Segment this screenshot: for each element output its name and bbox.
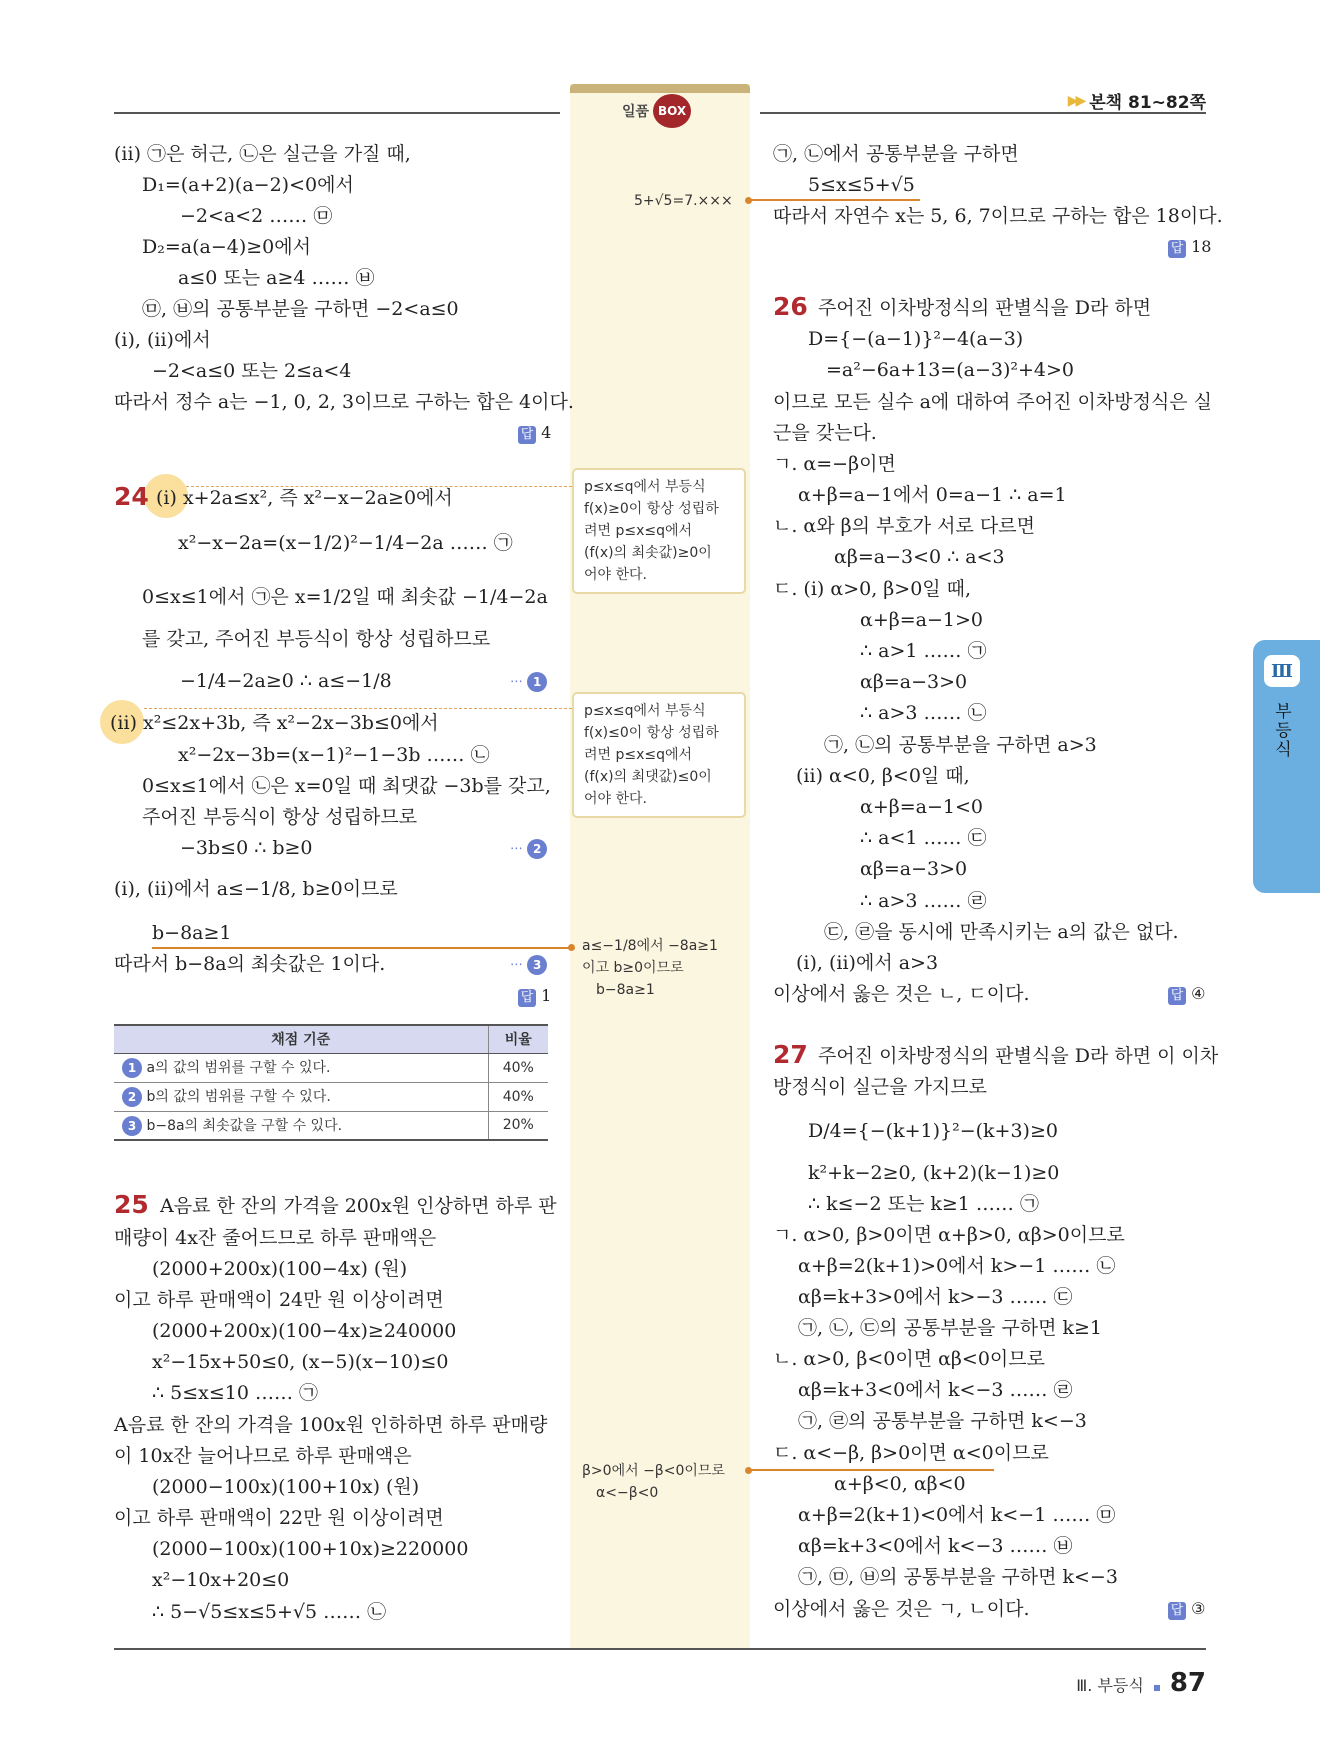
q24-line: 를 갖고, 주어진 부등식이 항상 성립하므로	[142, 628, 491, 650]
answer-icon: 답	[1168, 240, 1186, 258]
dashed-connector	[144, 708, 572, 709]
criterion-text: a의 값의 범위를 구할 수 있다.	[146, 1060, 331, 1076]
answer-24	[518, 983, 551, 1009]
answer-value: 18	[1191, 237, 1212, 256]
tip-line: f(x)≤0이 항상 성립하	[584, 725, 719, 741]
q27-line: ㄱ. α>0, β>0이면 α+β>0, αβ>0이므로	[773, 1224, 1125, 1246]
q26-line: ∴ a>1 …… ㉠	[860, 640, 987, 662]
q24-line: 따라서 b−8a의 최솟값은 1이다.	[114, 953, 386, 975]
q27-line: α+β<0, αβ<0	[834, 1473, 966, 1495]
q24-line: −3b≤0 ∴ b≥0	[180, 837, 313, 859]
q26-line: αβ=a−3>0	[860, 671, 968, 693]
left-line: −2<a≤0 또는 2≤a<4	[152, 360, 352, 382]
q24-line: 0≤x≤1에서 ㉡은 x=0일 때 최댓값 −3b를 갖고,	[142, 775, 551, 797]
q25-line: x²−10x+20≤0	[152, 1569, 290, 1591]
left-line: (i), (ii)에서	[114, 329, 211, 351]
q24-line: 0≤x≤1에서 ㉠은 x=1/2일 때 최솟값 −1/4−2a	[142, 586, 548, 608]
q25-line: 이고 하루 판매액이 24만 원 이상이려면	[114, 1289, 444, 1311]
q27-line: ∴ k≤−2 또는 k≥1 …… ㉠	[808, 1193, 1039, 1215]
q27-line: 주어진 이차방정식의 판별식을 D라 하면 이 이차	[818, 1045, 1219, 1067]
answer-value: ③	[1191, 1599, 1206, 1618]
question-number: 27	[773, 1040, 808, 1069]
q27-line: D/4={−(k+1)}²−(k+3)≥0	[808, 1120, 1058, 1142]
q27-line: αβ=k+3<0에서 k<−3 …… ㉥	[798, 1535, 1073, 1557]
right-line: 따라서 자연수 x는 5, 6, 7이므로 구하는 합은 18이다.	[773, 205, 1223, 227]
table-header: 비율	[488, 1025, 548, 1053]
q26-line: α+β=a−1에서 0=a−1 ∴ a=1	[798, 484, 1067, 506]
q25-line: (2000−100x)(100+10x) (원)	[152, 1476, 420, 1498]
table-cell: 20%	[488, 1111, 548, 1140]
answer-26	[1168, 981, 1205, 1007]
page-reference	[1068, 88, 1206, 113]
q25-line: (2000+200x)(100−4x) (원)	[152, 1258, 408, 1280]
side-note	[582, 1460, 725, 1504]
tip-line: 려면 p≤x≤q에서	[584, 523, 693, 539]
left-line: ㉤, ㉥의 공통부분을 구하면 −2<a≤0	[142, 298, 459, 320]
q25-line: ∴ 5−√5≤x≤5+√5 …… ㉡	[152, 1601, 387, 1623]
marker-3: ⋯ 3	[510, 955, 547, 975]
footer-rule	[114, 1648, 1206, 1650]
answer-27	[1168, 1596, 1205, 1622]
q27-line: ㉠, ㉤, ㉥의 공통부분을 구하면 k<−3	[798, 1566, 1118, 1588]
left-line: 따라서 정수 a는 −1, 0, 2, 3이므로 구하는 합은 4이다.	[114, 391, 574, 413]
row-marker: 2	[122, 1087, 142, 1107]
side-note-line: β>0에서 −β<0이므로	[582, 1463, 725, 1479]
tip-box-minimum	[572, 468, 746, 594]
q26-line: α+β=a−1>0	[860, 609, 983, 631]
side-note	[582, 935, 718, 1001]
answer-icon: 답	[518, 426, 536, 444]
q27-line: αβ=k+3>0에서 k>−3 …… ㉢	[798, 1286, 1073, 1308]
q27-line: k²+k−2≥0, (k+2)(k−1)≥0	[808, 1162, 1060, 1184]
q26-line: ㄷ. (i) α>0, β>0일 때,	[773, 578, 972, 600]
q26-line: α+β=a−1<0	[860, 796, 983, 818]
answer-icon: 답	[518, 989, 536, 1007]
table-cell: 40%	[488, 1053, 548, 1082]
q26-line: ∴ a<1 …… ㉢	[860, 827, 987, 849]
q27-line: αβ=k+3<0에서 k<−3 …… ㉣	[798, 1379, 1073, 1401]
tip-line: p≤x≤q에서 부등식	[584, 703, 706, 719]
table-cell	[114, 1111, 488, 1140]
answer-value: 1	[541, 986, 552, 1005]
question-number: 24	[114, 482, 149, 511]
header-rule-left	[114, 112, 560, 114]
tip-box-maximum	[572, 692, 746, 818]
q26-line: =a²−6a+13=(a−3)²+4>0	[826, 359, 1075, 381]
marker-2: ⋯ 2	[510, 839, 547, 859]
right-line: 5≤x≤5+√5	[808, 174, 915, 196]
chapter-title: 부등식	[1271, 702, 1291, 759]
answer-icon: 답	[1168, 987, 1186, 1005]
q26-line: ㉢, ㉣을 동시에 만족시키는 a의 값은 없다.	[824, 921, 1179, 943]
q24-line: b−8a≥1	[152, 922, 232, 944]
left-line: D₁=(a+2)(a−2)<0에서	[142, 174, 354, 196]
connector-line	[152, 947, 572, 949]
tip-line: (f(x)의 최댓값)≤0이	[584, 769, 712, 785]
left-line: −2<a<2 …… ㉤	[180, 205, 333, 227]
q27-line: 이상에서 옳은 것은 ㄱ, ㄴ이다.	[773, 1598, 1030, 1620]
tip-line: 어야 한다.	[584, 567, 647, 583]
page-number: 87	[1169, 1668, 1206, 1698]
q26-line: 이므로 모든 실수 a에 대하여 주어진 이차방정식은 실	[773, 391, 1213, 413]
question-number: 25	[114, 1190, 149, 1219]
q24-line: (ii) x²≤2x+3b, 즉 x²−2x−3b≤0에서	[110, 712, 439, 734]
footer-section: Ⅲ. 부등식	[1076, 1676, 1144, 1695]
q25-line: 이 10x잔 늘어나므로 하루 판매액은	[114, 1445, 412, 1467]
connector-line	[748, 199, 920, 201]
q25-line: ∴ 5≤x≤10 …… ㉠	[152, 1382, 319, 1404]
q26-line: 주어진 이차방정식의 판별식을 D라 하면	[818, 297, 1152, 319]
left-line: (ii) ㉠은 허근, ㉡은 실근을 가질 때,	[114, 143, 411, 165]
side-note-line: b−8a≥1	[596, 982, 655, 998]
q25-line: (2000−100x)(100+10x)≥220000	[152, 1538, 469, 1560]
row-marker: 3	[122, 1116, 142, 1136]
side-note: 5+√5=7.×××	[634, 193, 733, 209]
table-header: 채점 기준	[114, 1025, 488, 1053]
question-number: 26	[773, 292, 808, 321]
table-cell	[114, 1053, 488, 1082]
q27-line: ㄷ. α<−β, β>0이면 α<0이므로	[773, 1442, 1049, 1464]
criterion-text: b의 값의 범위를 구할 수 있다.	[146, 1089, 331, 1105]
answer-23	[518, 420, 551, 446]
answer-25	[1168, 234, 1211, 260]
reference-text: 본책 81~82쪽	[1089, 93, 1206, 113]
q27-line: ㄴ. α>0, β<0이면 αβ<0이므로	[773, 1348, 1045, 1370]
q27-line: ㉠, ㉡, ㉢의 공통부분을 구하면 k≥1	[798, 1317, 1102, 1339]
q25-line: A음료 한 잔의 가격을 100x원 인하하면 하루 판매량	[114, 1414, 548, 1436]
table-cell: 40%	[488, 1082, 548, 1111]
q27-line: ㉠, ㉣의 공통부분을 구하면 k<−3	[798, 1410, 1087, 1432]
row-marker: 1	[122, 1058, 142, 1078]
left-line: D₂=a(a−4)≥0에서	[142, 236, 311, 258]
side-note-line: α<−β<0	[596, 1485, 659, 1501]
q24-line: x²−2x−3b=(x−1)²−1−3b …… ㉡	[178, 744, 490, 766]
q27-line: α+β=2(k+1)>0에서 k>−1 …… ㉡	[798, 1255, 1116, 1277]
side-note-line: 이고 b≥0이므로	[582, 960, 684, 976]
table-row	[114, 1082, 548, 1111]
q25-line: 이고 하루 판매액이 22만 원 이상이려면	[114, 1507, 444, 1529]
criterion-text: b−8a의 최솟값을 구할 수 있다.	[146, 1117, 343, 1134]
chapter-number: Ⅲ	[1264, 655, 1300, 687]
q26-line: ㄱ. α=−β이면	[773, 453, 896, 475]
answer-icon: 답	[1168, 1602, 1186, 1620]
q25-line: 매량이 4x잔 줄어드므로 하루 판매액은	[114, 1227, 437, 1249]
q26-line: D={−(a−1)}²−4(a−3)	[808, 328, 1024, 350]
q27-line: α+β=2(k+1)<0에서 k<−1 …… ㉤	[798, 1504, 1116, 1526]
q26-line: 이상에서 옳은 것은 ㄴ, ㄷ이다.	[773, 983, 1030, 1005]
footer-separator	[1154, 1685, 1160, 1691]
center-note-column	[570, 84, 750, 1649]
tip-line: p≤x≤q에서 부등식	[584, 479, 706, 495]
right-line: ㉠, ㉡에서 공통부분을 구하면	[773, 143, 1019, 165]
q24-line: −1/4−2a≥0 ∴ a≤−1/8	[180, 670, 392, 692]
q26-line: ∴ a>3 …… ㉡	[860, 702, 987, 724]
q26-line: ㉠, ㉡의 공통부분을 구하면 a>3	[824, 734, 1097, 756]
marker-1-badge: 1	[527, 672, 547, 692]
q26-line: ㄴ. α와 β의 부호가 서로 다르면	[773, 515, 1035, 537]
ilpum-box-label	[622, 94, 691, 128]
q26-line: αβ=a−3>0	[860, 858, 968, 880]
q27-line: 방정식이 실근을 가지므로	[773, 1076, 987, 1098]
scoring-table	[114, 1024, 548, 1141]
q26-line: 근을 갖는다.	[773, 422, 877, 444]
marker-1: ⋯ 1	[510, 672, 547, 692]
tip-line: 어야 한다.	[584, 791, 647, 807]
chapter-side-tab[interactable]	[1253, 640, 1320, 893]
q26-line: (ii) α<0, β<0일 때,	[796, 765, 970, 787]
q24-line: (i), (ii)에서 a≤−1/8, b≥0이므로	[114, 878, 398, 900]
answer-value: ④	[1191, 984, 1206, 1003]
q25-line: A음료 한 잔의 가격을 200x원 인상하면 하루 판	[160, 1195, 557, 1217]
tip-line: f(x)≥0이 항상 성립하	[584, 501, 719, 517]
side-note-line: a≤−1/8에서 −8a≥1	[582, 938, 718, 954]
connector-dot	[568, 944, 575, 951]
answer-value: 4	[541, 423, 552, 442]
box-badge: BOX	[653, 94, 691, 128]
q26-line: (i), (ii)에서 a>3	[796, 952, 939, 974]
q24-line: x²−x−2a=(x−1/2)²−1/4−2a …… ㉠	[178, 532, 513, 554]
tip-line: (f(x)의 최솟값)≥0이	[584, 545, 712, 561]
table-cell	[114, 1082, 488, 1111]
marker-3-badge: 3	[527, 955, 547, 975]
q24-line: 주어진 부등식이 항상 성립하므로	[142, 806, 418, 828]
page-footer	[1076, 1668, 1206, 1698]
q26-line: ∴ a>3 …… ㉣	[860, 890, 987, 912]
q25-line: (2000+200x)(100−4x)≥240000	[152, 1320, 457, 1342]
marker-2-badge: 2	[527, 839, 547, 859]
q24-line: (i) x+2a≤x², 즉 x²−x−2a≥0에서	[156, 487, 453, 509]
double-arrow-icon: ▶▶	[1067, 92, 1084, 109]
table-row	[114, 1053, 548, 1082]
q26-line: αβ=a−3<0 ∴ a<3	[834, 546, 1005, 568]
table-row	[114, 1111, 548, 1140]
left-line: a≤0 또는 a≥4 …… ㉥	[178, 267, 375, 289]
tip-line: 려면 p≤x≤q에서	[584, 747, 693, 763]
q25-line: x²−15x+50≤0, (x−5)(x−10)≤0	[152, 1351, 449, 1373]
box-label-text: 일품	[622, 104, 650, 120]
center-column-cap	[570, 84, 750, 93]
